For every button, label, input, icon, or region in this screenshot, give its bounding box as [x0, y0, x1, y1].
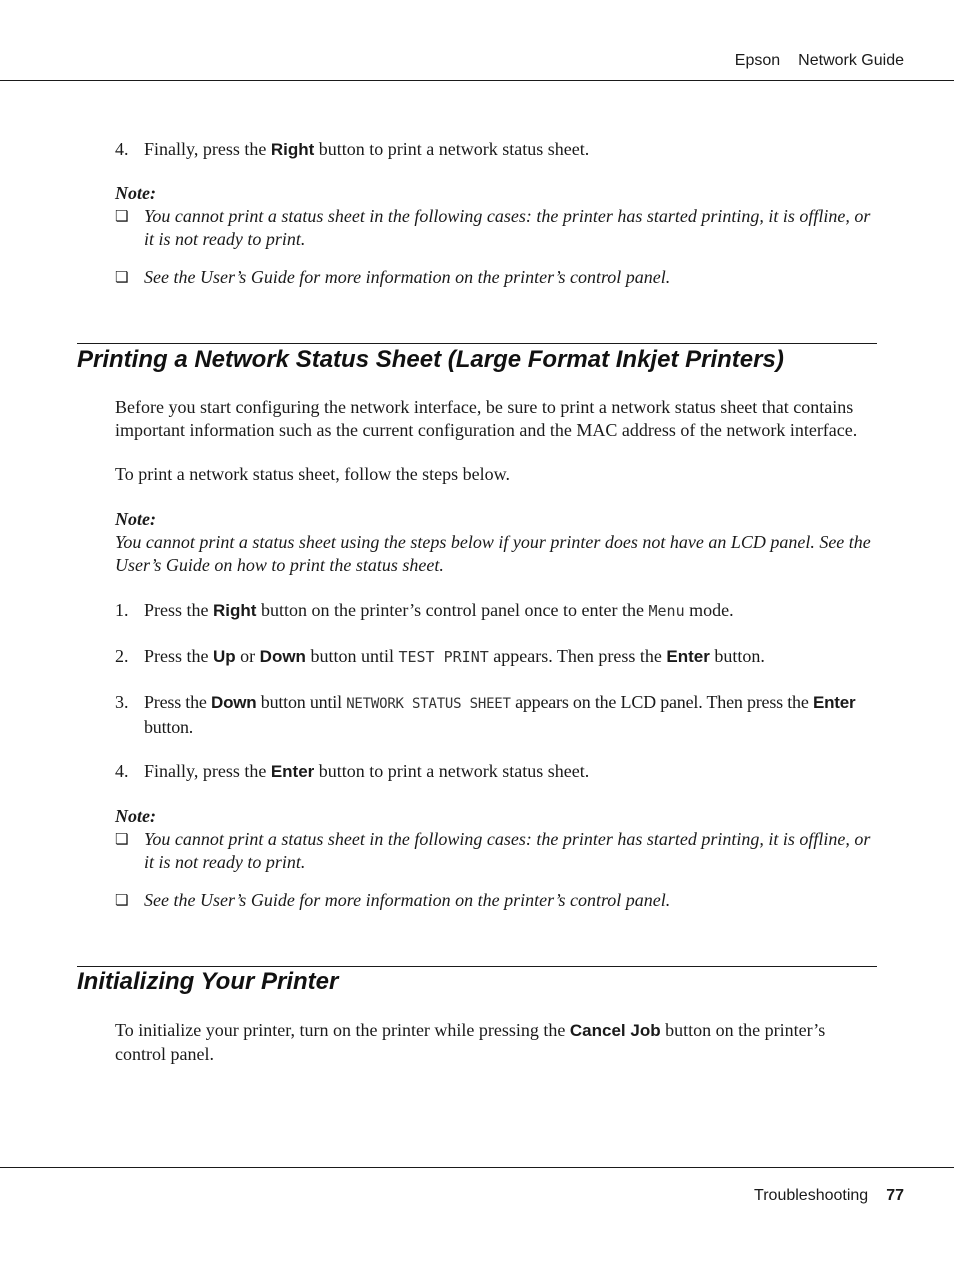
button-name: Cancel Job: [569, 1021, 661, 1040]
button-name: Enter: [812, 693, 856, 712]
step-text-part: or: [235, 646, 260, 666]
note-label: Note:: [115, 806, 156, 826]
step-text: [144, 138, 877, 162]
lcd-text: NETWORK STATUS SHEET: [346, 696, 511, 712]
checkbox-bullet-icon: ❏: [115, 268, 129, 286]
note-text: You cannot print a status sheet using the steps below if your printer does not have an LCD panel. See the User’s Guide on how to print the status sheet.: [115, 532, 871, 575]
step-number: 2.: [115, 646, 129, 666]
step-text-part: button to print a network status sheet.: [314, 139, 590, 159]
step-number: 3.: [115, 692, 129, 712]
step-text: [144, 760, 877, 784]
step-text-part: appears. Then press the: [488, 646, 667, 666]
body-text-part: To initialize your printer, turn on the printer while pressing the: [115, 1020, 570, 1040]
section-rule: [77, 343, 877, 344]
body-text-part: button on the printer’s control panel.: [115, 1020, 826, 1064]
button-name: Enter: [270, 762, 315, 781]
note-bullet-text: You cannot print a status sheet in the following cases: the printer has started printing, it is offline, or it is not ready to print.: [144, 829, 871, 872]
step-number: 1.: [115, 600, 129, 620]
lcd-text: Menu: [648, 602, 685, 620]
intro-paragraph-2: To print a network status sheet, follow the steps below.: [115, 464, 510, 484]
step-text-part: Press the: [144, 600, 213, 620]
step-text: [144, 645, 877, 669]
checkbox-bullet-icon: ❏: [115, 207, 129, 225]
footer-rule: [0, 1167, 954, 1168]
body-paragraph: [115, 1019, 877, 1065]
button-name: Right: [270, 140, 315, 159]
step-text: [144, 691, 877, 738]
header-rule: [0, 80, 954, 81]
note-label: Note:: [115, 509, 156, 529]
step-text-part: Finally, press the: [144, 761, 271, 781]
button-name: Down: [211, 693, 257, 712]
page-number: 77: [886, 1187, 904, 1204]
note-label: Note:: [115, 183, 156, 203]
running-footer: [754, 1187, 904, 1205]
step-text-part: mode.: [684, 600, 734, 620]
step-text-part: button until: [305, 646, 399, 666]
step-text: [144, 599, 877, 623]
note-bullet-text: See the User’s Guide for more information on the printer’s control panel.: [144, 890, 671, 910]
button-name: Down: [259, 647, 306, 666]
button-name: Up: [213, 647, 236, 666]
header-title: Network Guide: [798, 52, 904, 69]
step-text-part: Finally, press the: [144, 139, 271, 159]
step-text-part: button on the printer’s control panel once to enter the: [256, 600, 649, 620]
running-header: [735, 52, 904, 70]
section-rule: [77, 966, 877, 967]
footer-section: Troubleshooting: [754, 1187, 869, 1204]
note-bullet-text: See the User’s Guide for more information on the printer’s control panel.: [144, 267, 671, 287]
step-text-part: appears on the LCD panel. Then press the: [510, 692, 813, 712]
step-number: 4.: [115, 761, 129, 781]
checkbox-bullet-icon: ❏: [115, 830, 129, 848]
lcd-text: TEST PRINT: [398, 648, 489, 666]
note-bullet-text: You cannot print a status sheet in the following cases: the printer has started printing, it is offline, or it is not ready to print.: [144, 206, 871, 249]
intro-paragraph: Before you start configuring the network interface, be sure to print a network status sheet that contains important information such as the current configuration and the MAC address of the network interface.: [115, 397, 858, 440]
step-text-part: Press the: [144, 646, 213, 666]
button-name: Enter: [666, 647, 710, 666]
header-brand: Epson: [734, 52, 781, 69]
step-number: 4.: [115, 139, 129, 159]
step-text-part: button.: [709, 646, 765, 666]
step-text-part: button to print a network status sheet.: [314, 761, 590, 781]
step-text-part: button.: [144, 716, 194, 737]
checkbox-bullet-icon: ❏: [115, 891, 129, 909]
step-text-part: Press the: [144, 692, 211, 712]
button-name: Right: [213, 601, 257, 620]
section-heading: Printing a Network Status Sheet (Large Format Inkjet Printers): [77, 346, 784, 373]
step-text-part: button until: [256, 692, 347, 712]
section-heading: Initializing Your Printer: [77, 968, 339, 995]
